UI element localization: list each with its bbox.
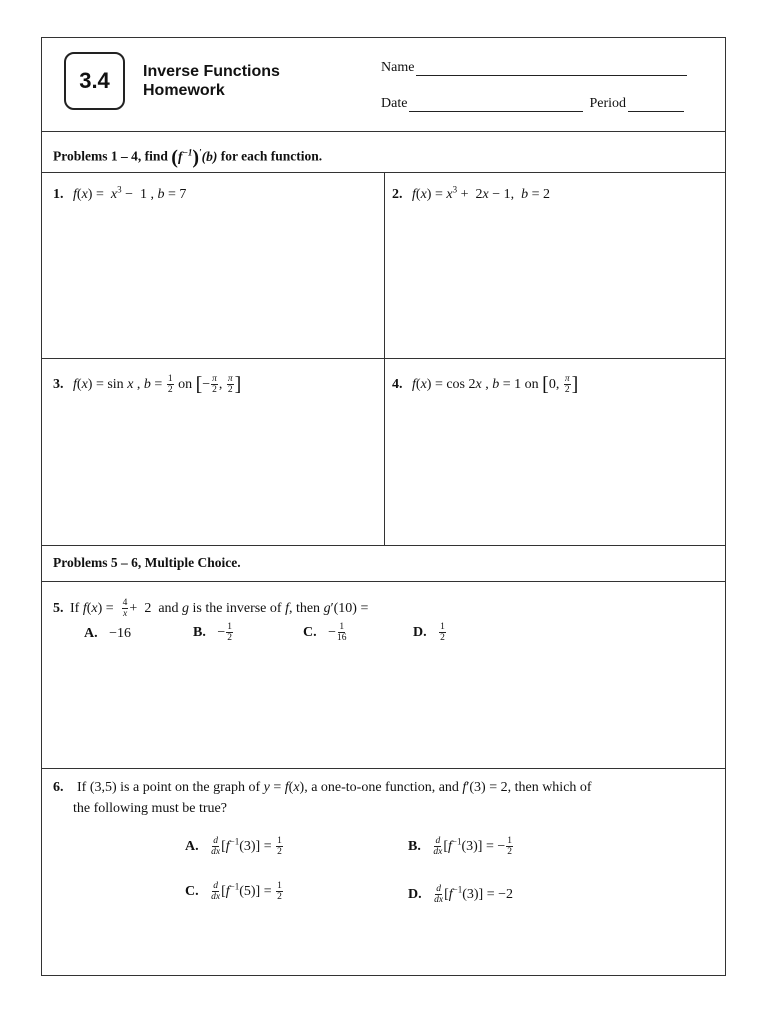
problem-3-math: f(x) = sin x , b = $\frac{1}{2}$ on [− $\frac{\pi}{2}$ , $\frac{\pi}{2}$ ]: [73, 373, 242, 395]
name-label: Name: [381, 60, 415, 75]
period-line[interactable]: [628, 99, 684, 112]
divider: [42, 581, 725, 582]
problem-6-choice-b[interactable]: B. $\frac{d}{dx}$ $[f^{-1}(3)]$ = − $\frac{1}{2}$: [408, 836, 512, 857]
problem-5-stem: If f(x) = $\frac{4}{x}$ + 2 and g is the inverse of f, then g′(10) =: [70, 598, 369, 619]
section-2-heading: Problems 5 – 6, Multiple Choice.: [53, 555, 241, 570]
divider: [42, 545, 725, 546]
problem-1: 1. $f(x) = x^3 - 1$ , b = 7: [53, 184, 187, 202]
worksheet-title: [143, 62, 280, 100]
problem-6-choice-d[interactable]: D. $\frac{d}{dx}$ $[f^{-1}(3)] = -2$: [408, 884, 514, 905]
title-line-2: Homework: [143, 82, 225, 99]
name-field[interactable]: [381, 60, 687, 76]
worksheet: [41, 37, 726, 976]
problem-4: 4. f(x) = cos 2x , b = 1 on [0, $\frac{\pi}{2}$ ]: [392, 373, 579, 395]
inverse-derivative-notation: $(f^{-1})'(b)$: [171, 146, 221, 168]
problem-6-choice-a[interactable]: A. $\frac{d}{dx}$ $[f^{-1}(3)]$ = $\frac{1}{2}$: [185, 836, 282, 857]
problem-2: 2. $f(x) = x^3 + 2x - 1$, b = 2: [392, 184, 550, 202]
problem-5-choice-d[interactable]: D. $\frac{1}{2}$: [413, 622, 445, 643]
problem-6-choice-c[interactable]: C. $\frac{d}{dx}$ $[f^{-1}(5)]$ = $\frac{1}{2}$: [185, 881, 282, 902]
problem-6-line-2: the following must be true?: [73, 801, 227, 816]
problem-5-choice-c[interactable]: C. − $\frac{1}{16}$: [303, 622, 347, 643]
section-number-badge: 3.4: [64, 52, 125, 110]
divider: [42, 131, 725, 132]
date-field[interactable]: [381, 96, 684, 112]
divider: [42, 358, 725, 359]
problem-1-math: $f(x) = x^3 - 1$ , b = 7: [73, 184, 187, 202]
problem-6-line-1: If (3,5) is a point on the graph of y = f(x), a one-to-one function, and f′(3) = 2, then which of: [77, 780, 592, 795]
problem-6: 6. If (3,5) is a point on the graph of y = f(x), a one-to-one function, and f′(3) = 2, then which of: [53, 780, 592, 795]
problem-3: 3. f(x) = sin x , b = $\frac{1}{2}$ on [− $\frac{\pi}{2}$ , $\frac{\pi}{2}$ ]: [53, 373, 242, 395]
problem-2-math: $f(x) = x^3 + 2x - 1$, b = 2: [412, 184, 550, 202]
divider: [42, 768, 725, 769]
date-label: Date: [381, 96, 408, 111]
date-line[interactable]: [409, 99, 583, 112]
problem-5-choice-b[interactable]: B. − $\frac{1}{2}$: [193, 622, 232, 643]
section-1-heading: Problems 1 – 4, find $(f^{-1})'(b)$ for each function.: [53, 146, 323, 168]
title-line-1: Inverse Functions: [143, 63, 280, 80]
problem-5: 5. If f(x) = $\frac{4}{x}$ + 2 and g is the inverse of f, then g′(10) =: [53, 598, 369, 619]
problem-5-choice-a[interactable]: A. −16: [84, 626, 132, 641]
name-line[interactable]: [416, 63, 687, 76]
period-label: Period: [589, 96, 626, 111]
problem-4-math: f(x) = cos 2x , b = 1 on [0, $\frac{\pi}{2}$ ]: [412, 373, 579, 395]
